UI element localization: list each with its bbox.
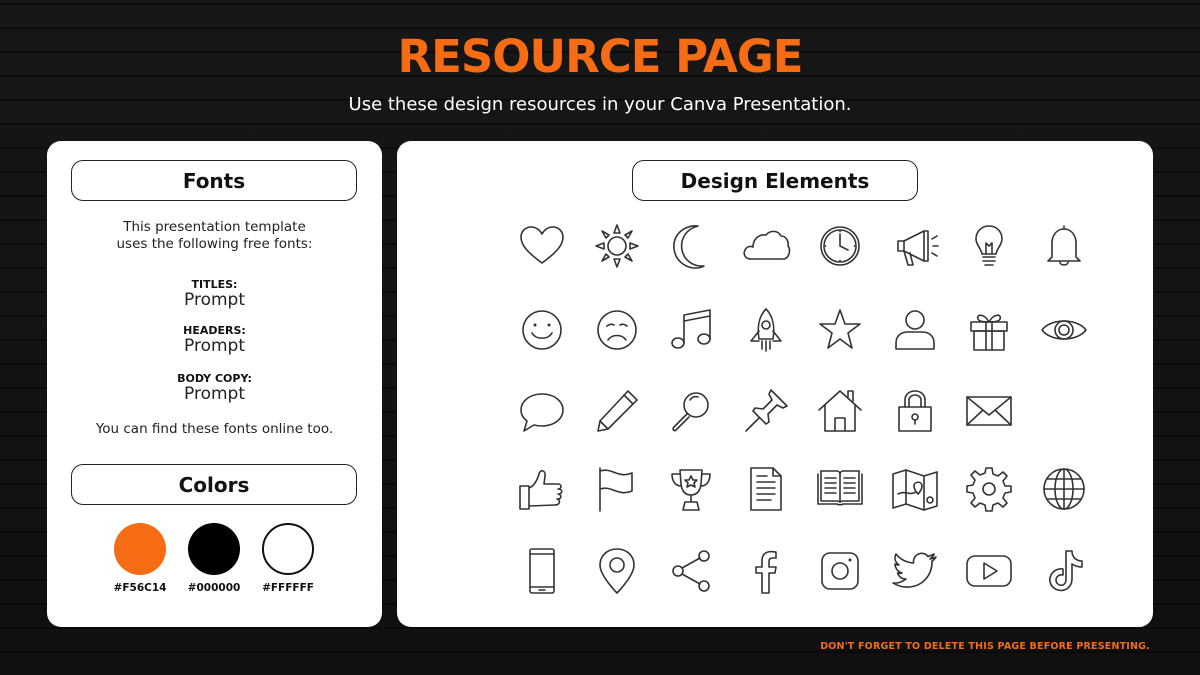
cloud-icon: [740, 220, 792, 272]
share-icon: [665, 545, 717, 597]
trophy-icon: [665, 463, 717, 515]
heart-icon: [516, 220, 568, 272]
color-swatch-orange: [114, 523, 166, 575]
color-hex-label: #F56C14: [113, 582, 167, 594]
gear-icon: [963, 463, 1015, 515]
sad-icon: [591, 304, 643, 356]
color-swatch-white: [262, 523, 314, 575]
page-title: RESOURCE PAGE: [397, 30, 803, 83]
open-book-icon: [814, 463, 866, 515]
gift-icon: [963, 304, 1015, 356]
map-icon: [889, 463, 941, 515]
fonts-intro: [47, 219, 382, 253]
color-hex-label: #000000: [187, 582, 241, 594]
bell-icon: [1038, 220, 1090, 272]
lightbulb-icon: [963, 220, 1015, 272]
smartphone-icon: [516, 545, 568, 597]
envelope-icon: [963, 385, 1015, 437]
music-note-icon: [665, 304, 717, 356]
thumbs-up-icon: [516, 463, 568, 515]
page-subtitle: Use these design resources in your Canva Presentation.: [348, 94, 852, 115]
design-elements-heading: Design Elements: [632, 160, 918, 201]
speech-bubble-icon: [516, 385, 568, 437]
design-elements-panel: [397, 141, 1153, 627]
font-entry-name: Prompt: [184, 290, 245, 310]
megaphone-icon: [889, 220, 941, 272]
font-entry-name: Prompt: [184, 336, 245, 356]
magnifier-icon: [665, 385, 717, 437]
document-icon: [740, 463, 792, 515]
fonts-intro-line1: This presentation template: [123, 219, 306, 235]
font-entry-body: [47, 372, 382, 404]
font-entry-label: HEADERS:: [183, 324, 246, 337]
font-entry-label: BODY COPY:: [177, 372, 252, 385]
font-entry-name: Prompt: [184, 384, 245, 404]
user-icon: [889, 304, 941, 356]
padlock-icon: [889, 385, 941, 437]
pushpin-icon: [740, 385, 792, 437]
font-entry-titles: [47, 278, 382, 310]
globe-icon: [1038, 463, 1090, 515]
colors-heading: Colors: [71, 464, 357, 505]
fonts-heading: Fonts: [71, 160, 357, 201]
fonts-online-note: You can find these fonts online too.: [95, 421, 334, 437]
twitter-icon: [889, 545, 941, 597]
pencil-icon: [591, 385, 643, 437]
color-hex-label: #FFFFFF: [262, 582, 314, 594]
moon-icon: [665, 220, 717, 272]
font-entry-headers: [47, 324, 382, 356]
clock-icon: [814, 220, 866, 272]
house-icon: [814, 385, 866, 437]
footer-note: DON'T FORGET TO DELETE THIS PAGE BEFORE PRESENTING.: [820, 641, 1150, 652]
rocket-icon: [740, 304, 792, 356]
font-entry-label: TITLES:: [191, 278, 238, 291]
eye-icon: [1038, 304, 1090, 356]
instagram-icon: [814, 545, 866, 597]
tiktok-icon: [1038, 545, 1090, 597]
facebook-icon: [740, 545, 792, 597]
flag-icon: [591, 463, 643, 515]
smile-icon: [516, 304, 568, 356]
sun-icon: [591, 220, 643, 272]
youtube-icon: [963, 545, 1015, 597]
fonts-colors-panel: [47, 141, 382, 627]
location-pin-icon: [591, 545, 643, 597]
star-icon: [814, 304, 866, 356]
fonts-intro-line2: uses the following free fonts:: [116, 236, 313, 252]
color-swatch-black: [188, 523, 240, 575]
